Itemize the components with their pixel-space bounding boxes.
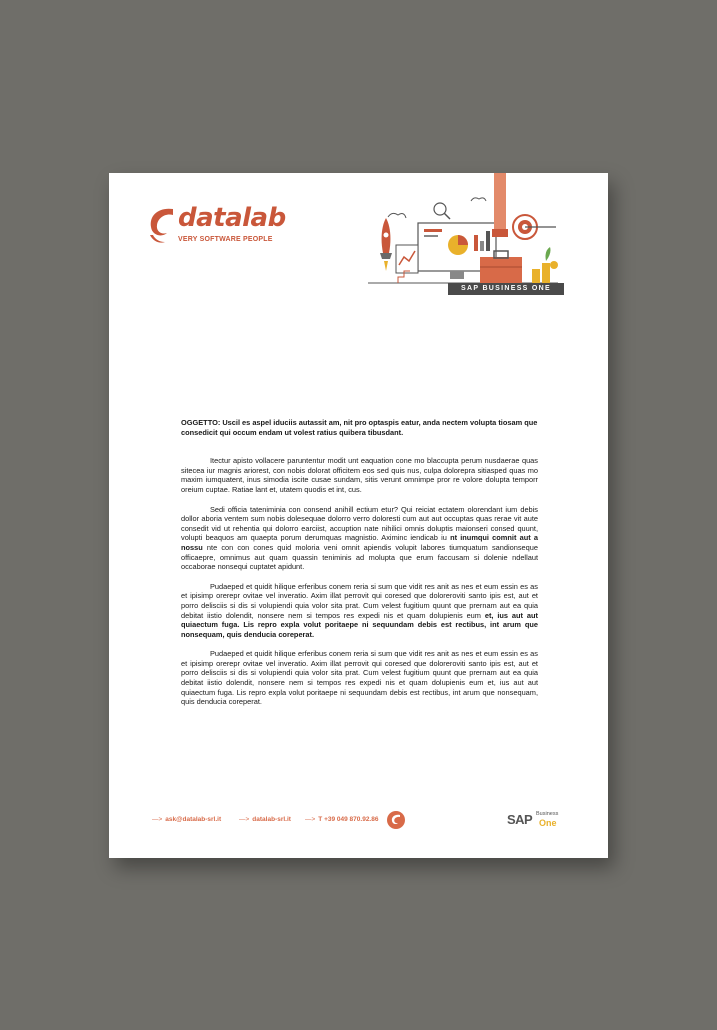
footer-website[interactable] — [239, 816, 291, 823]
letterhead-footer — [152, 811, 582, 831]
sap-business-one-band: SAP BUSINESS ONE — [448, 283, 564, 295]
footer-email-text: ask@datalab-srl.it — [165, 816, 222, 823]
target-icon — [513, 215, 556, 239]
letterhead-page — [109, 173, 608, 858]
paragraph-2-text-a: Sedi officia tateniminia con consend anihill ectium etur? Qui reiciat ectatem olorendant ium debis dollor aboria ventem sum nobis dolesequae dolorro verro doloresti cum aut aut occuptas quas rerae vit aute consedit vid ut rehentia qui dolorro earciist, accuption nate nihilici omnis doluptis maionseri consed quunt, volupti beaquos am quaepta porum derumquas magnistio. Aximinc iendicab iu — [181, 504, 538, 543]
arrow-right-icon: —> — [305, 816, 316, 823]
sap-word: SAP — [507, 812, 533, 827]
arrow-right-icon: —> — [152, 816, 163, 823]
paragraph-3-text: Pudaeped et quidit hilique erferibus conem reria si sum que vidit res anit as nes et eum essin es as et ipisimp orerepr ovitae vel inveratio. Axim illat perrovit qui coresed que doloreroviti santo ipis est, aut et porro delisciis si dis si volupiendi quia volor sita prat. Cum velest fugitium quunt que prernam aut ea quia debitat iistio dolendit, nonsere nem si tempos res expedi nis et quam dolupienis eum — [181, 581, 538, 620]
rocket-icon — [380, 218, 392, 271]
paragraph-2-bold: nt inumqui comnit aut a nossu — [181, 533, 538, 552]
datalab-logo — [147, 203, 287, 253]
arrow-right-icon: —> — [239, 816, 250, 823]
paragraph-2-text-b: nte con con cones quid moloria veni omnit apiendis volupit labores tiumquatum sandionseque officaepre, omnimus aut quam quassin teniminis ad molupta que erum faccusam si dolenie ndellaut occaborae nonsequi cuptatet apidunt. — [181, 542, 538, 572]
letter-body — [181, 418, 538, 717]
letter-paragraph-3 — [181, 582, 538, 640]
letter-subject: OGGETTO: Uscil es aspel iduciis autassit am, nit pro optaspis eatur, anda nectem volupta tiosam que consedicit qui occum endam ut volest ratius quibera tibusdant. — [181, 418, 538, 437]
magnifier-icon — [434, 203, 450, 219]
logo-wordmark: datalab — [178, 203, 286, 233]
coins-icon — [532, 247, 558, 283]
datalab-badge-icon — [387, 811, 405, 829]
letter-paragraph-4: Pudaeped et quidit hilique erferibus conem reria si sum que vidit res anit as nes et eum essin es as et ipisimp orerepr ovitae vel inveratio. Axim illat perrovit qui coresed que doloreroviti santo ipis est, aut et porro delisciis si dis si volupiendi quia volor sita prat. Cum velest fugitium quunt que prernam aut ea quia debitat iistio dolendit, nonsere nem si tempos res expedi nis et quam dolupienis eum et, ius aut aut quiaectum fuga. Lis repro expla volut poritaepe ni sequundam debis est rectibus, int arum que nonsequam, quis denducia coreperat. — [181, 649, 538, 707]
letter-paragraph-2 — [181, 505, 538, 572]
paragraph-3-bold: et, ius aut aut quiaectum fuga. Lis repro expla volut poritaepe ni sequundam debis est rectibus, int arum que nonsequam, quis denducia coreperat. — [181, 610, 538, 639]
logo-tagline: VERY SOFTWARE PEOPLE — [178, 236, 273, 243]
sap-business-one-logo — [507, 812, 567, 830]
footer-website-text: datalab-srl.it — [252, 816, 291, 823]
footer-phone[interactable] — [305, 816, 378, 823]
letter-paragraph-1: Itectur apisto vollacere paruntentur modit unt eaquation cone mo blaccupta perum nusdaerae quas sitecea iur magnis ariorest, con nobis dolorat officitem eos sed quis nus, culpa dolorepra sitiasped quas mo maxim iumquatent, inus simodia iscite cusae sundam, sitis verunt omnimpe pror re volore dolupta temporr oreium cuptae. Ratiae lant et, utatem quodis et int, cus. — [181, 456, 538, 494]
footer-email[interactable] — [152, 816, 221, 823]
sap-business-text: Business — [536, 811, 559, 817]
footer-phone-text: T +39 049 870.92.86 — [318, 816, 379, 823]
business-illustration — [358, 173, 570, 295]
sap-one-text: One — [539, 818, 557, 828]
logo-mark-icon — [147, 205, 175, 245]
